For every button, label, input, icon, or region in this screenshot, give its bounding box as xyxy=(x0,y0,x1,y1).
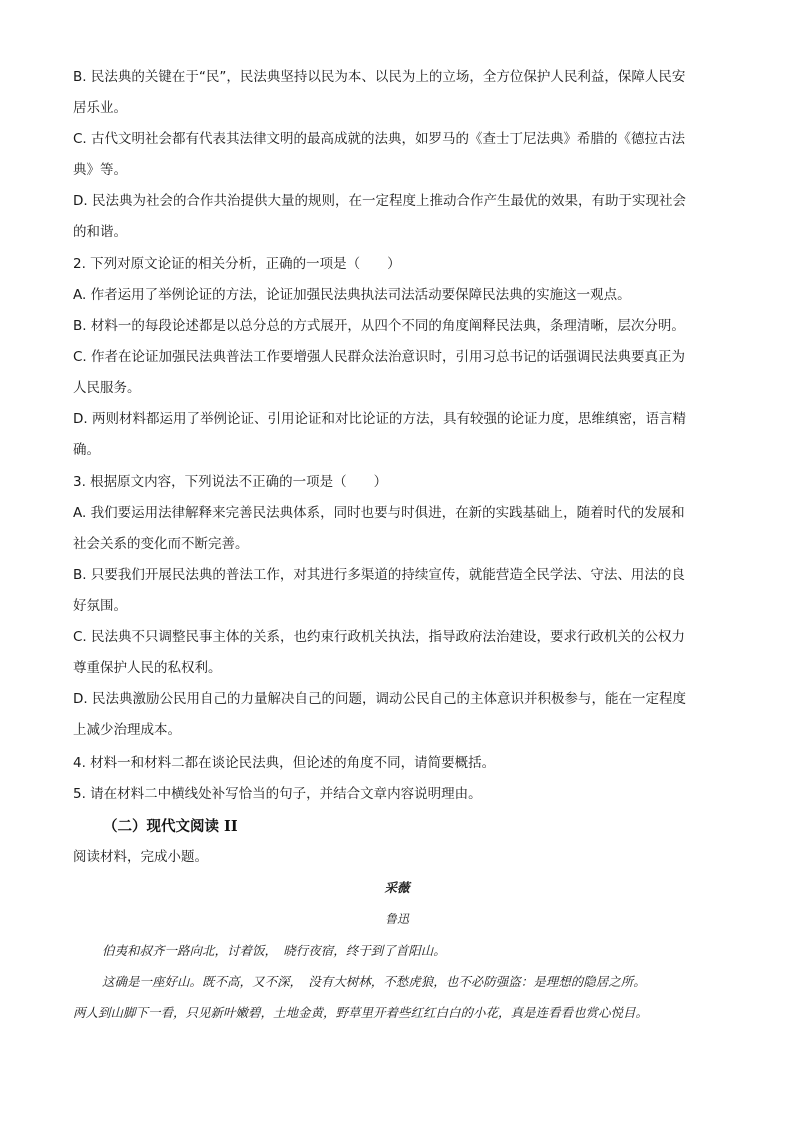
text-line: D. 民法典为社会的合作共治提供大量的规则，在一定程度上推动合作产生最优的效果，有助于实现社会 xyxy=(73,193,686,209)
section-instruction: 阅读材料，完成小题。 xyxy=(73,849,208,865)
option-d: D. 民法典激励公民用自己的力量解决自己的问题，调动公民自己的主体意识并积极参与，能在一定程度 xyxy=(73,691,686,707)
option-a: A. 我们要运用法律解释来完善民法典体系，同时也要与时俱进，在新的实践基础上，随着时代的发展和 xyxy=(73,505,685,521)
story-paragraph: 伯夷和叔齐一路向北，讨着饭， 晓行夜宿，终于到了首阳山。 xyxy=(102,943,446,958)
option-b: B. 只要我们开展民法典的普法工作，对其进行多渠道的持续宣传，就能营造全民学法、守法、用法的良 xyxy=(73,567,685,583)
question-2: 2. 下列对原文论证的相关分析，正确的一项是（ ） xyxy=(73,256,401,272)
question-4: 4. 材料一和材料二都在谈论民法典，但论述的角度不同，请简要概括。 xyxy=(73,755,496,771)
text-line: 居乐业。 xyxy=(73,100,127,116)
story-author: 鲁迅 xyxy=(384,912,409,926)
story-paragraph: 这确是一座好山。既不高，又不深， 没有大树林，不愁虎狼，也不必防强盗：是理想的隐居之所。 xyxy=(102,974,646,989)
text-line: 确。 xyxy=(73,442,100,458)
text-line: 典》等。 xyxy=(73,162,127,178)
story-paragraph: 两人到山脚下一看，只见新叶嫩碧，土地金黄，野草里开着些红红白白的小花，真是连看看也赏心悦目。 xyxy=(73,1005,649,1020)
story-title: 采薇 xyxy=(384,880,410,895)
text-line: 好氛围。 xyxy=(73,598,127,614)
text-line: B. 民法典的关键在于“民”，民法典坚持以民为本、以民为上的立场，全方位保护人民利益，保障人民安 xyxy=(73,69,686,85)
text-line: 尊重保护人民的私权利。 xyxy=(73,660,222,676)
text-line: 人民服务。 xyxy=(73,380,141,396)
option-a: A. 作者运用了举例论证的方法，论证加强民法典执法司法活动要保障民法典的实施这一观点。 xyxy=(73,287,631,303)
question-5: 5. 请在材料二中横线处补写恰当的句子，并结合文章内容说明理由。 xyxy=(73,786,482,802)
section-heading: （二）现代文阅读 II xyxy=(103,818,238,835)
option-b: B. 材料一的每段论述都是以总分总的方式展开，从四个不同的角度阐释民法典，条理清晰，层次分明。 xyxy=(73,318,685,334)
text-line: 的和谐。 xyxy=(73,224,127,240)
text-line: 社会关系的变化而不断完善。 xyxy=(73,536,249,552)
option-d: D. 两则材料都运用了举例论证、引用论证和对比论证的方法，具有较强的论证力度，思维缜密，语言精 xyxy=(73,411,686,427)
text-line: C. 古代文明社会都有代表其法律文明的最高成就的法典，如罗马的《查士丁尼法典》希腊的《德拉古法 xyxy=(73,131,686,147)
question-3: 3. 根据原文内容，下列说法不正确的一项是（ ） xyxy=(73,474,388,490)
text-line: 上减少治理成本。 xyxy=(73,722,181,738)
option-c: C. 民法典不只调整民事主体的关系，也约束行政机关执法，指导政府法治建设，要求行政机关的公权力 xyxy=(73,629,686,645)
option-c: C. 作者在论证加强民法典普法工作要增强人民群众法治意识时，引用习总书记的话强调民法典要真正为 xyxy=(73,349,686,365)
